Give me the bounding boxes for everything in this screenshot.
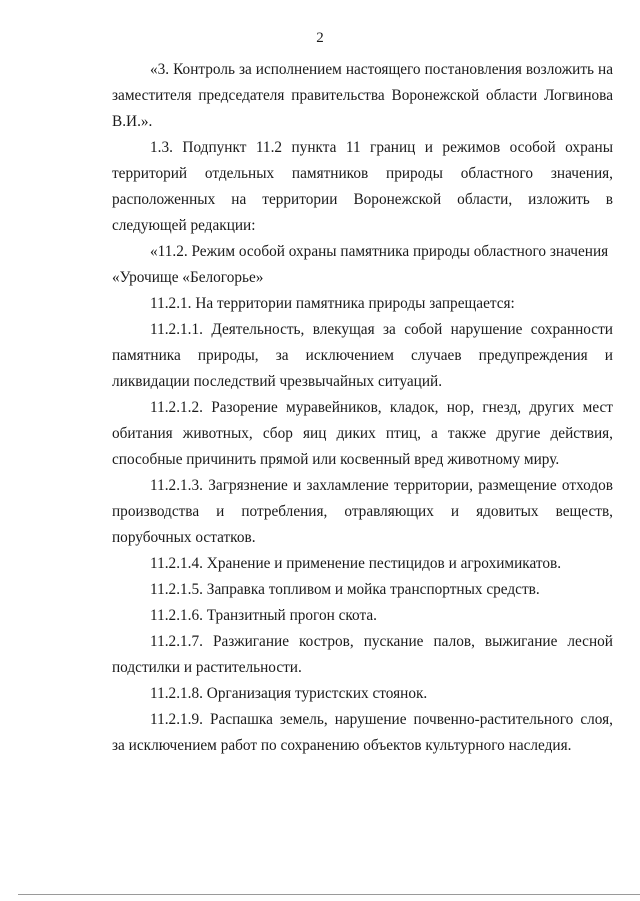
paragraph-11-2-1: 11.2.1. На территории памятника природы запрещается:: [150, 295, 515, 312]
paragraph-11-2-1-7: 11.2.1.7. Разжигание костров, пускание палов, выжигание лесной подстилки и растительности.: [112, 633, 613, 676]
paragraph-11-2-1-8: 11.2.1.8. Организация туристских стоянок.: [150, 685, 428, 702]
paragraph-item-1-3: 1.3. Подпункт 11.2 пункта 11 границ и режимов особой охраны территорий отдельных памятников природы областного значения, расположенных на территории Воронежской области, изложить в следующей редакции:: [112, 139, 613, 234]
paragraph-11-2-1-1: 11.2.1.1. Деятельность, влекущая за собой нарушение сохранности памятника природы, за исключением случаев предупреждения и ликвидации последствий чрезвычайных ситуаций.: [112, 321, 613, 390]
paragraph-11-2-1-3: 11.2.1.3. Загрязнение и захламление территории, размещение отходов производства и потребления, отравляющих и ядовитых веществ, порубочных остатков.: [112, 477, 613, 546]
document-body: [112, 57, 613, 759]
paragraph-11-2-1-2: 11.2.1.2. Разорение муравейников, кладок, нор, гнезд, других мест обитания животных, сбор яиц диких птиц, а также другие действия, способные причинить прямой или косвенный вред животному миру.: [112, 399, 613, 468]
bottom-divider: [18, 894, 640, 895]
paragraph-regime-heading: «11.2. Режим особой охраны памятника природы областного значения «Урочище «Белогорье»: [112, 243, 609, 286]
paragraph-11-2-1-9: 11.2.1.9. Распашка земель, нарушение почвенно-растительного слоя, за исключением работ по сохранению объектов культурного наследия.: [112, 711, 613, 754]
paragraph-11-2-1-4: 11.2.1.4. Хранение и применение пестицидов и агрохимикатов.: [150, 555, 562, 572]
paragraph-control-clause: «3. Контроль за исполнением настоящего постановления возложить на заместителя председателя правительства Воронежской области Логвинова В.И.».: [112, 61, 613, 130]
paragraph-11-2-1-5: 11.2.1.5. Заправка топливом и мойка транспортных средств.: [150, 581, 540, 598]
page-number: 2: [316, 30, 324, 46]
paragraph-11-2-1-6: 11.2.1.6. Транзитный прогон скота.: [150, 607, 377, 624]
